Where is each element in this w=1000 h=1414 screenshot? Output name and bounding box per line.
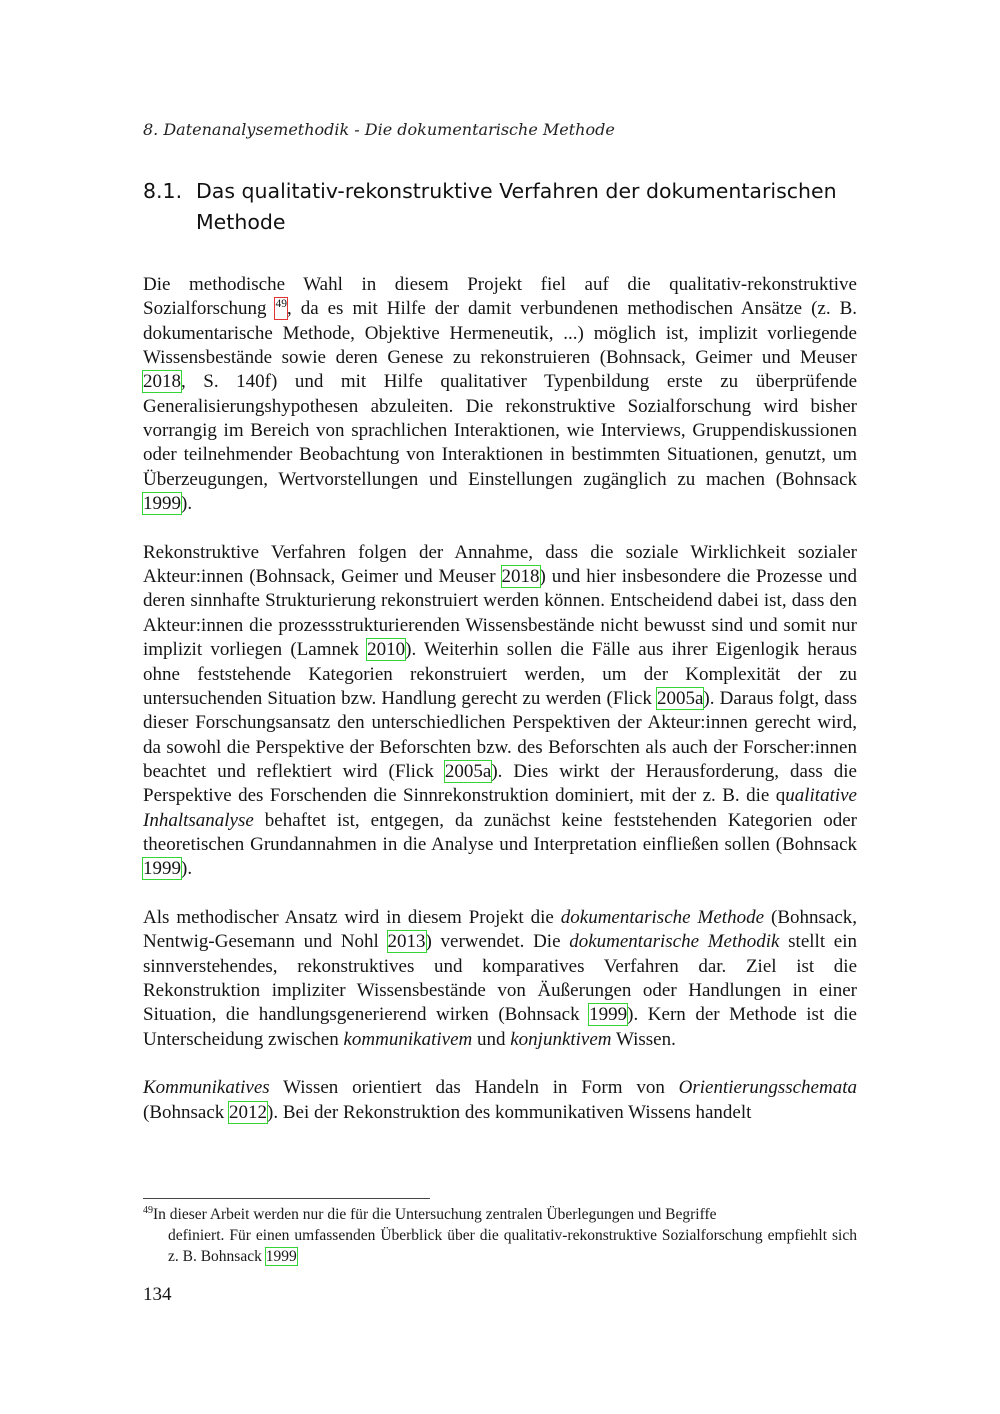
text: definiert. Für einen umfassenden Überblick über die qualitativ-rekonstruktive Sozialforschung empfiehlt sich z. B. Bohnsack xyxy=(168,1227,857,1265)
citation-link[interactable]: 2013 xyxy=(387,931,426,953)
text: Als methodischer Ansatz wird in diesem Projekt die xyxy=(143,906,561,928)
footnote-continuation xyxy=(143,1225,857,1267)
citation-link[interactable]: 1999 xyxy=(589,1004,628,1026)
text: Die methodische Wahl in diesem Projekt fiel auf die qualitativ-rekonstruktive Sozialforschung xyxy=(143,274,857,320)
paragraph-4 xyxy=(143,1076,857,1125)
text: Wissen orientiert das Handeln in Form von xyxy=(269,1077,679,1099)
emphasis: Kommunikatives xyxy=(143,1077,270,1099)
body-text xyxy=(143,273,857,1149)
text: ). Bei der Rekonstruktion des kommunikativen Wissens handelt xyxy=(267,1101,752,1123)
footnote-divider xyxy=(143,1198,430,1199)
emphasis: kommunikativem xyxy=(343,1028,473,1050)
text: ) und hier insbesondere die Prozesse und deren sinnhafte Strukturierung rekonstruiert werden können. Entscheidend dabei ist, dass den Akteur:innen die prozessstrukturierenden Wissensbestände nicht bewusst sind und somit nur implizit vorliegen (Lamnek xyxy=(143,566,857,661)
paragraph-1 xyxy=(143,273,857,516)
emphasis: Orientierungsschemata xyxy=(678,1077,857,1099)
footnote-ref-link[interactable] xyxy=(275,298,287,319)
citation-link[interactable]: 1999 xyxy=(143,858,181,880)
footnote-49 xyxy=(143,1204,857,1267)
text: ). Daraus folgt, dass dieser Forschungsansatz den unterschiedlichen Perspektiven der Akteur:innen gerecht wird, da sowohl die Perspektive der Beforschten bzw. des Beforschten als auch der Forscher:innen beachtet und reflektiert wird (Flick xyxy=(143,687,857,782)
section-heading xyxy=(143,176,863,238)
text: ). Weiterhin sollen die Fälle aus ihrer Eigenlogik heraus ohne feststehende Kategorien rekonstruiert werden, um der Komplexität der zu untersuchenden Situation bzw. Handlung gerecht zu werden (Flick xyxy=(143,639,857,709)
text: In dieser Arbeit werden nur die für die Untersuchung zentralen Überlegungen und Begriffe xyxy=(153,1206,717,1223)
paragraph-2 xyxy=(143,541,857,882)
citation-link[interactable]: 2018 xyxy=(143,371,181,393)
paragraph-3 xyxy=(143,906,857,1052)
text: (Bohnsack, Nentwig-Gesemann und Nohl xyxy=(143,906,857,953)
section-number: 8.1. xyxy=(143,179,183,203)
text: ) verwendet. Die xyxy=(425,931,570,953)
text: behaftet ist, entgegen, da zunächst keine feststehenden Kategorien oder theoretischen Grundannahmen in die Analyse und Interpretation einfließen sollen (Bohnsack xyxy=(143,809,857,855)
citation-link[interactable]: 2018 xyxy=(501,566,540,588)
text: , da es mit Hilfe der damit verbundenen methodischen Ansätze (z. B. dokumentarische Methode, Objektive Hermeneutik, ...) möglich ist, implizit vorliegende Wissensbestände sowie deren Genese zu rekonstruieren (Bohnsack, Geimer und Meuser xyxy=(143,298,857,369)
footnote-mark: 49 xyxy=(143,1205,153,1216)
citation-link[interactable]: 2012 xyxy=(229,1101,268,1123)
footnote-ref: 49 xyxy=(275,298,287,311)
text: und xyxy=(472,1028,511,1050)
running-head: 8. Datenanalysemethodik - Die dokumentarische Methode xyxy=(143,120,615,139)
footnote-line xyxy=(143,1204,857,1225)
citation-link[interactable]: 2010 xyxy=(367,639,406,661)
text: stellt ein sinnverstehendes, rekonstruktives und komparatives Verfahren dar. Ziel ist die Rekonstruktion impliziter Wissensbestände von Äußerungen oder Handlungen in einer Situation, die handlungsgenerierend wirken (Bohnsack xyxy=(143,931,857,1026)
text: , S. 140f) und mit Hilfe qualitativer Typenbildung erste zu überprüfende Generalisierungshypothesen abzuleiten. Die rekonstruktive Sozialforschung wird bisher vorrangig im Bereich von sprachlichen Interaktionen, wie Interviews, Gruppendiskussionen oder teilnehmender Beobachtung von Interaktionen in bestimmten Situationen, genutzt, um Überzeugungen, Wertvorstellungen und Einstellungen zugänglich zu machen (Bohnsack xyxy=(143,371,857,490)
emphasis: dokumentarische Methode xyxy=(560,906,765,928)
text: Rekonstruktive Verfahren folgen der Annahme, dass die soziale Wirklichkeit sozialer Akteur:innen (Bohnsack, Geimer und Meuser xyxy=(143,541,857,588)
page-number: 134 xyxy=(143,1284,172,1305)
section-title: Das qualitativ-rekonstruktive Verfahren der dokumentarischen Methode xyxy=(196,179,837,234)
citation-link[interactable]: 2005a xyxy=(656,687,704,709)
text: ). xyxy=(181,493,193,515)
citation-link[interactable]: 1999 xyxy=(143,493,181,515)
emphasis: dokumentarische Methodik xyxy=(569,931,780,953)
emphasis: konjunktivem xyxy=(510,1028,612,1050)
emphasis: ualitative Inhaltsanalyse xyxy=(143,785,857,831)
text: ). Kern der Methode ist die Unterscheidung zwischen xyxy=(143,1004,857,1050)
text: ). xyxy=(181,858,193,880)
text: (Bohnsack xyxy=(143,1101,230,1123)
citation-link[interactable]: 2005a xyxy=(444,760,492,782)
text: Wissen. xyxy=(611,1028,676,1050)
text: ). Dies wirkt der Herausforderung, dass die Perspektive des Forschenden die Sinnrekonstruktion dominiert, mit der z. B. die q xyxy=(143,760,857,807)
citation-link[interactable]: 1999 xyxy=(265,1248,297,1265)
